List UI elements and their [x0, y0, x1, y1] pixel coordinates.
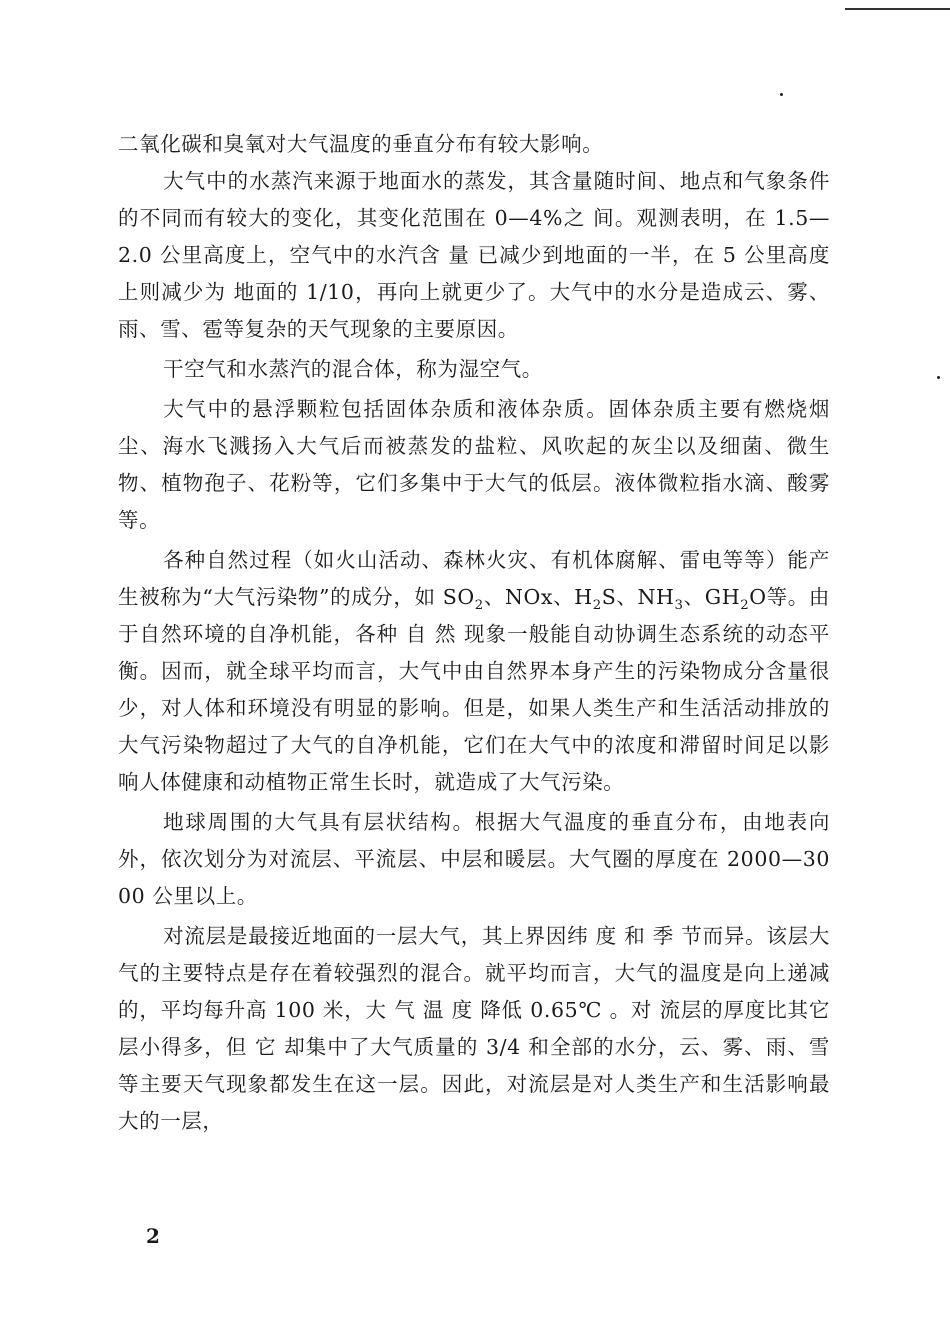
pollution-text-2: 、NOx、H: [483, 585, 593, 609]
subscript-h2s: 2: [592, 598, 602, 614]
paragraph-layers: 地球周围的大气具有层状结构。根据大气温度的垂直分布，由地表向外，依次划分为对流层、平流层、中层和暖层。大气圈的厚度在 2000—3000 公里以上。: [118, 810, 830, 908]
pollution-text-3: S、NH: [601, 585, 675, 609]
scan-speck: [937, 376, 940, 379]
paragraph-pollution: [118, 542, 830, 801]
paragraph-water-vapor: 大气中的水蒸汽来源于地面水的蒸发，其含量随时间、地点和气象条件的不同而有较大的变化，其变化范围在 0—4%之 间。观测表明，在 1.5—2.0 公里高度上，空气中的水汽含 量 已减少到地面的一半，在 5 公里高度上则减少为 地面的 1/10，再向上就更少了。大气中的水分是造成云、雾、雨、雪、雹等复杂的天气现象的主要原因。: [118, 169, 830, 341]
page-number: 2: [146, 1224, 160, 1248]
pollution-text-4: 、GH: [683, 585, 741, 609]
top-rule: [845, 8, 950, 10]
subscript-nh3: 3: [674, 598, 684, 614]
pollution-text-5: O等。由于自然环境的自净机能，各种 自 然 现象一般能自动协调生态系统的动态平衡。因而，就全球平均而言，大气中由自然界本身产生的污染物成分含量很少，对人体和环境没有明显的影响。但是，如果人类生产和生活活动排放的大气污染物超过了大气的自净机能，它们在大气中的浓度和滞留时间足以影响人体健康和动植物正常生长时，就造成了大气污染。: [118, 585, 830, 794]
paragraph-co2-ozone: 二氧化碳和臭氧对大气温度的垂直分布有较大影响。: [118, 132, 604, 156]
subscript-so2: 2: [474, 598, 484, 614]
paragraph-particles: 大气中的悬浮颗粒包括固体杂质和液体杂质。固体杂质主要有燃烧烟尘、海水飞溅扬入大气后而被蒸发的盐粒、风吹起的灰尘以及细菌、微生物、植物孢子、花粉等，它们多集中于大气的低层。液体微粒指水滴、酸雾等。: [118, 397, 830, 532]
paragraph-humid-air: 干空气和水蒸汽的混合体，称为湿空气。: [163, 357, 543, 381]
body-text: [118, 126, 830, 1140]
pollution-text-1: 各种自然过程（如火山活动、森林火灾、有机体腐解、雷电等等）能产生被称为“大气污染物”的成分，如 SO: [118, 548, 830, 609]
scan-speck: [780, 93, 783, 96]
paragraph-troposphere: 对流层是最接近地面的一层大气，其上界因纬 度 和 季 节而异。该层大气的主要特点是存在着较强烈的混合。就平均而言，大气的温度是向上递减的，平均每升高 100 米，大 气 温 度 降低 0.65℃ 。对 流层的厚度比其它层小得多，但 它 却集中了大气质量的 3/4 和全部的水分，云、雾、雨、雪等主要天气现象都发生在这一层。因此，对流层是对人类生产和生活影响最大的一层，: [118, 924, 830, 1133]
subscript-gh2o: 2: [740, 598, 750, 614]
